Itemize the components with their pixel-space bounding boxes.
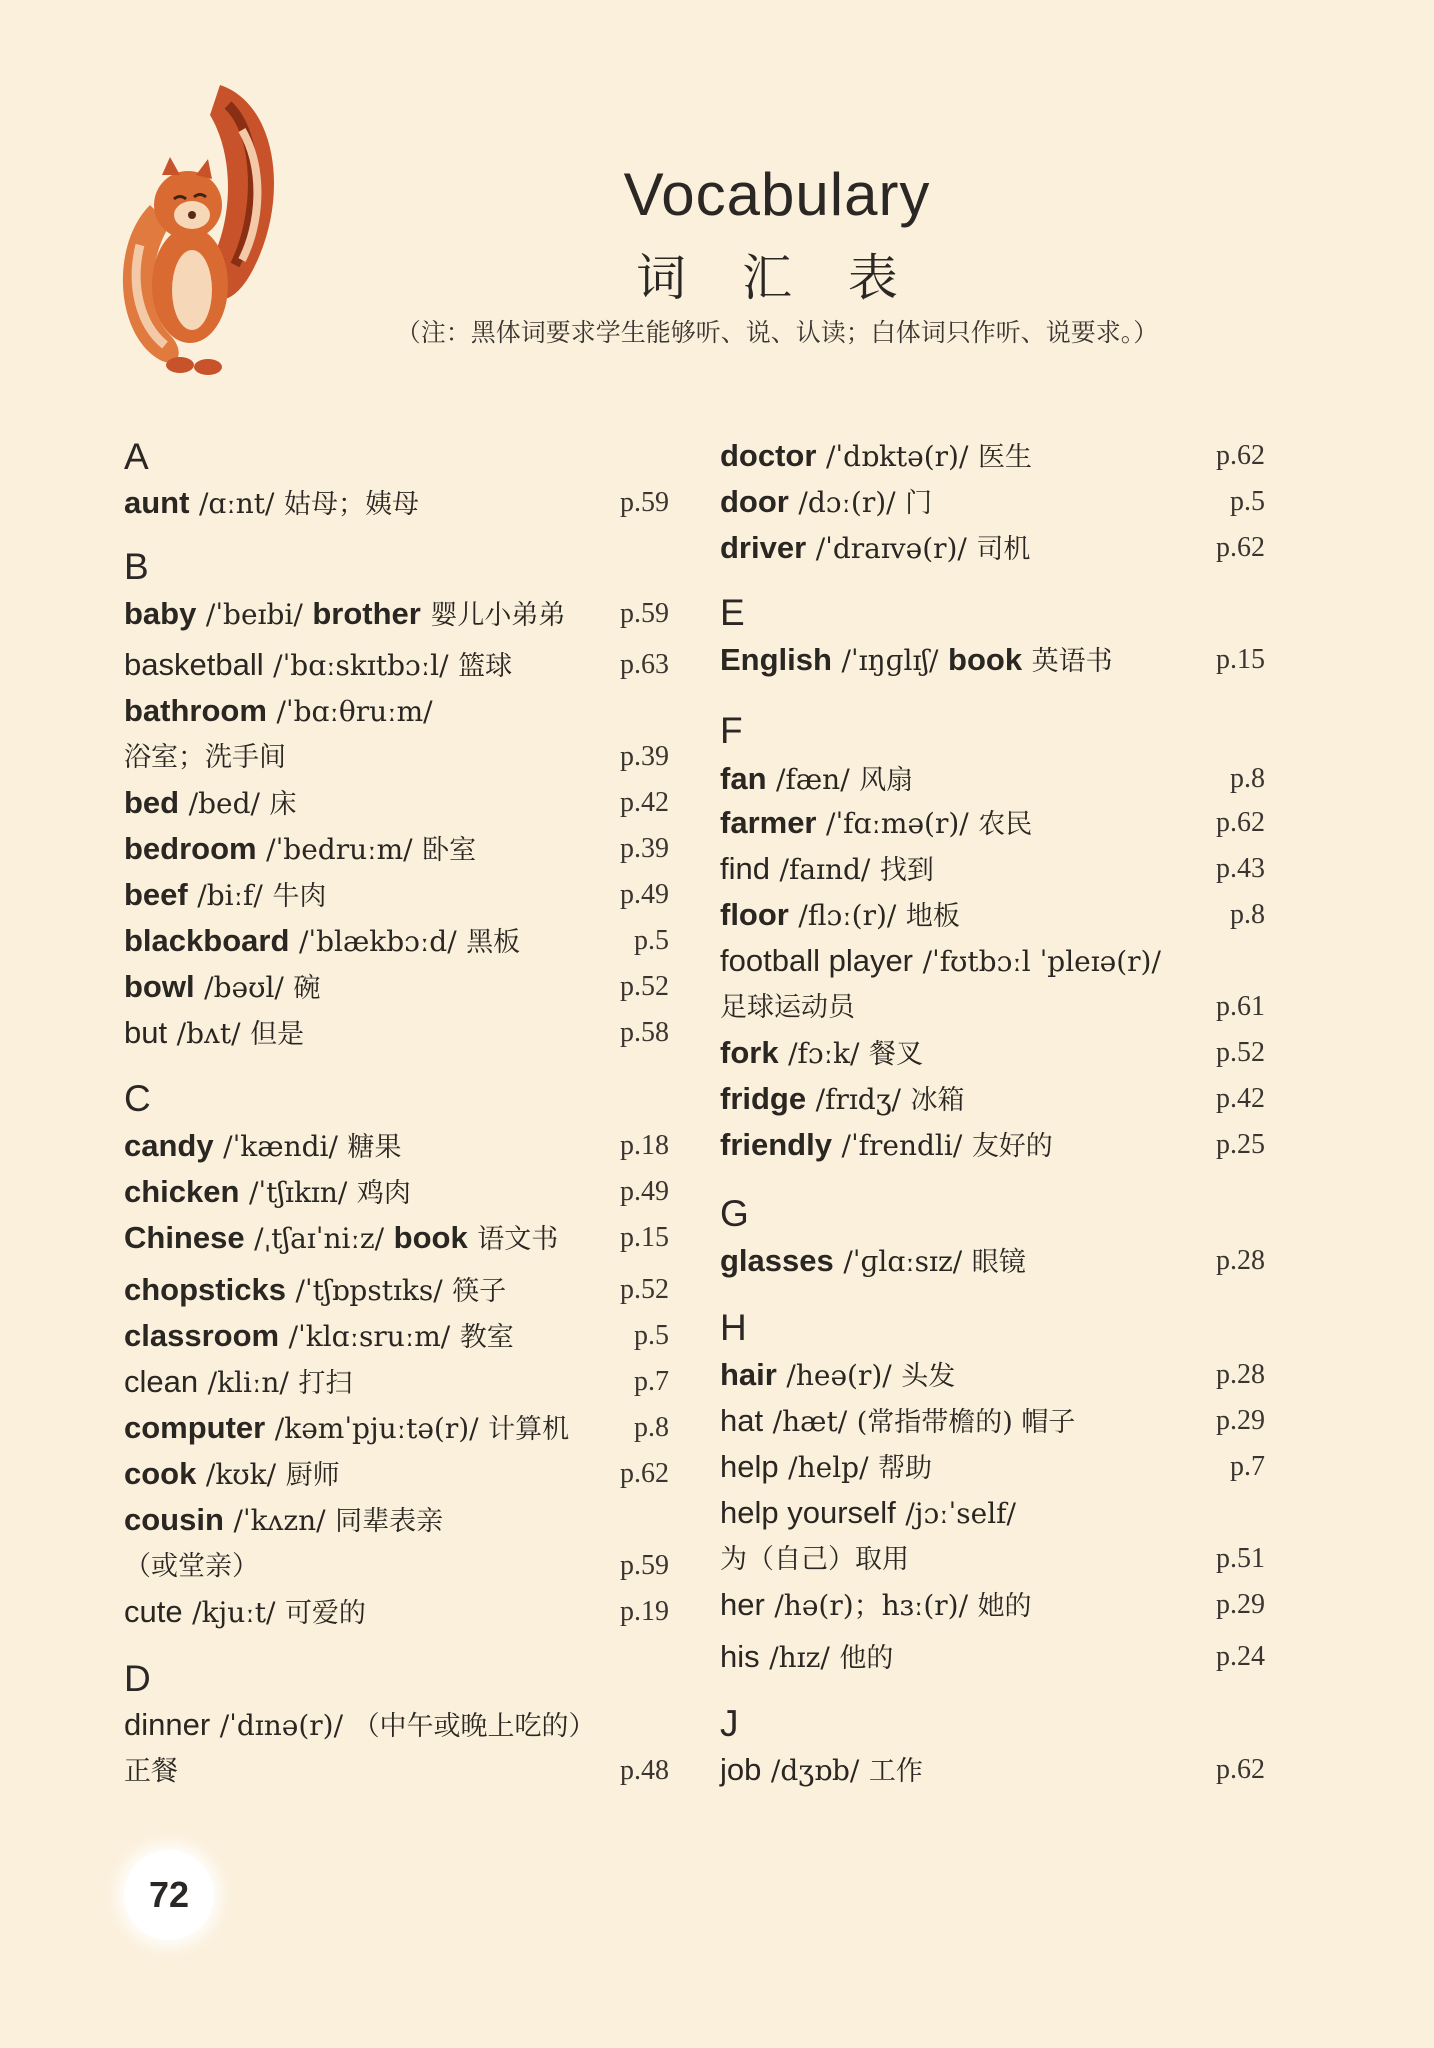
vocab-page: p.61: [1216, 991, 1265, 1022]
vocab-page: p.52: [620, 971, 669, 1002]
vocab-entry: [720, 941, 1265, 982]
section-letter: E: [720, 592, 745, 633]
vocab-phonetic: /frɪdʒ/: [815, 1083, 901, 1116]
vocab-entry: [124, 1362, 669, 1404]
vocab-meaning: 冰箱: [910, 1085, 965, 1116]
vocab-page: p.8: [1230, 763, 1265, 794]
page-title-chinese: 词 汇 表: [636, 249, 918, 307]
section-letter: A: [124, 436, 149, 477]
vocab-page: p.52: [620, 1274, 669, 1305]
vocab-page: p.51: [1216, 1543, 1265, 1574]
vocab-meaning: 计算机: [488, 1414, 570, 1445]
vocab-entry: [720, 895, 1265, 937]
vocab-meaning: 帮助: [878, 1453, 933, 1484]
vocab-word: doctor: [720, 438, 817, 473]
vocab-meaning: 打扫: [298, 1368, 353, 1399]
vocab-word: blackboard: [124, 923, 290, 958]
vocab-phonetic: /ˈtʃɪkɪn/: [249, 1176, 348, 1209]
vocab-phonetic: /ˈbedruːm/: [266, 833, 413, 866]
vocab-word: help yourself: [720, 1495, 896, 1530]
vocab-phonetic: /ˈdraɪvə(r)/: [815, 532, 967, 565]
vocab-phonetic: /ˈfʊtbɔːl ˈpleɪə(r)/: [922, 945, 1161, 978]
vocab-word: fridge: [720, 1081, 807, 1116]
vocab-word: farmer: [720, 805, 817, 840]
vocab-word: help: [720, 1449, 779, 1484]
vocab-entry: [124, 1316, 669, 1358]
vocab-entry: [720, 759, 1265, 801]
vocab-page: p.62: [1216, 1754, 1265, 1785]
vocab-phonetic: /heə(r)/: [786, 1359, 892, 1392]
vocab-entry: [720, 528, 1265, 570]
vocab-entry: [720, 803, 1265, 845]
vocab-meaning: 可爱的: [284, 1598, 366, 1629]
vocab-page: p.7: [1230, 1451, 1265, 1482]
vocab-page: p.28: [1216, 1245, 1265, 1276]
vocab-word: his: [720, 1639, 760, 1674]
vocab-meaning: 教室: [459, 1322, 514, 1353]
vocab-phonetic: /hɪz/: [769, 1641, 830, 1674]
vocab-entry: [124, 1705, 669, 1747]
page-note: （注：黑体词要求学生能够听、说、认读；白体词只作听、说要求。）: [395, 318, 1159, 347]
vocab-meaning-cont: 正餐: [124, 1756, 178, 1787]
vocab-word-2: book: [948, 642, 1023, 677]
vocab-phonetic: /ˈklɑːsruːm/: [288, 1320, 451, 1353]
vocab-meaning: 语文书: [477, 1224, 559, 1255]
vocab-word: Chinese: [124, 1220, 245, 1255]
vocab-entry: [124, 1500, 669, 1542]
vocab-page: p.29: [1216, 1405, 1265, 1436]
vocab-word: cook: [124, 1456, 197, 1491]
vocab-meaning: 英语书: [1031, 646, 1113, 677]
vocab-entry: [124, 1408, 669, 1450]
vocab-entry: [124, 967, 669, 1009]
vocab-entry: [720, 1355, 1265, 1397]
vocab-word: hair: [720, 1357, 777, 1392]
vocab-phonetic: /kjuːt/: [192, 1596, 276, 1629]
vocab-entry: [124, 691, 669, 732]
vocab-entry: [720, 1125, 1265, 1167]
vocab-page: p.42: [620, 787, 669, 818]
vocab-word: basketball: [124, 647, 264, 682]
vocab-page: p.15: [620, 1222, 669, 1253]
section-letter: J: [720, 1703, 739, 1744]
vocab-phonetic: /flɔː(r)/: [798, 899, 897, 932]
vocab-page: p.8: [634, 1412, 669, 1443]
vocab-meaning: 同辈表亲: [335, 1506, 444, 1537]
page-number: 72: [124, 1850, 214, 1940]
vocab-entry: [124, 645, 669, 687]
vocab-page: p.59: [620, 598, 669, 629]
vocab-word: chopsticks: [124, 1272, 286, 1307]
vocab-phonetic: /ˈbeɪbi/: [205, 598, 303, 631]
section-letter: D: [124, 1658, 151, 1699]
vocab-word: her: [720, 1587, 765, 1622]
vocab-phonetic: /kəmˈpjuːtə(r)/: [274, 1412, 479, 1445]
vocab-word: but: [124, 1015, 168, 1050]
vocab-entry: [124, 594, 669, 636]
vocab-entry: [124, 1454, 669, 1496]
vocab-entry: [124, 1218, 669, 1260]
vocab-entry: [720, 1401, 1265, 1443]
vocab-page: p.5: [1230, 486, 1265, 517]
vocab-entry: [720, 1033, 1265, 1075]
vocab-phonetic: /hə(r)；hɜː(r)/: [774, 1589, 969, 1622]
vocab-phonetic: /biːf/: [197, 879, 263, 912]
vocab-entry: [124, 1126, 669, 1168]
vocab-meaning: 足球运动员: [720, 992, 855, 1023]
vocab-page: p.42: [1216, 1083, 1265, 1114]
vocab-meaning: (常指带檐的) 帽子: [856, 1407, 1076, 1438]
vocab-meaning: 婴儿小弟弟: [430, 600, 566, 631]
vocab-word: door: [720, 484, 789, 519]
vocab-phonetic: /ɑːnt/: [198, 487, 275, 520]
vocab-word-2: book: [393, 1220, 468, 1255]
vocab-page: p.7: [634, 1366, 669, 1397]
vocab-phonetic: /kʊk/: [205, 1458, 277, 1491]
vocab-page: p.49: [620, 879, 669, 910]
vocab-phonetic: /ˈɪŋɡlɪʃ/: [841, 644, 939, 677]
vocab-page: p.39: [620, 833, 669, 864]
vocab-word: hat: [720, 1403, 764, 1438]
vocab-page: p.52: [1216, 1037, 1265, 1068]
vocab-page: p.25: [1216, 1129, 1265, 1160]
vocab-word: dinner: [124, 1707, 211, 1742]
vocab-page: p.29: [1216, 1589, 1265, 1620]
vocab-word: driver: [720, 530, 807, 565]
vocab-meaning: （中午或晚上吃的）: [352, 1711, 596, 1742]
vocab-meaning: 工作: [868, 1756, 923, 1787]
vocab-phonetic: /help/: [788, 1451, 869, 1484]
vocab-entry: [720, 1637, 1265, 1679]
vocab-word: clean: [124, 1364, 199, 1399]
vocab-word: computer: [124, 1410, 266, 1445]
vocab-page: p.62: [1216, 532, 1265, 563]
vocab-meaning: 鸡肉: [356, 1178, 411, 1209]
vocab-meaning: 她的: [977, 1591, 1032, 1622]
vocab-word: bed: [124, 785, 180, 820]
vocab-entry-cont: [720, 987, 1265, 1028]
vocab-meaning: 找到: [879, 855, 934, 886]
vocab-page: p.49: [620, 1176, 669, 1207]
vocab-phonetic: /ˈbɑːskɪtbɔːl/: [273, 649, 449, 682]
vocab-page: p.58: [620, 1017, 669, 1048]
vocab-meaning: 门: [905, 488, 933, 519]
vocab-meaning: 糖果: [347, 1132, 402, 1163]
vocab-word: bedroom: [124, 831, 257, 866]
vocab-phonetic: /fɔːk/: [788, 1037, 860, 1070]
vocab-word: baby: [124, 596, 197, 631]
vocab-phonetic: /ˌtʃaɪˈniːz/: [254, 1222, 385, 1255]
vocab-meaning: 农民: [978, 809, 1033, 840]
vocab-phonetic: /fæn/: [776, 763, 850, 796]
vocab-entry: [124, 1270, 669, 1312]
vocab-meaning: 黑板: [466, 927, 521, 958]
vocab-page: p.43: [1216, 853, 1265, 884]
vocab-phonetic: /dɔː(r)/: [798, 486, 896, 519]
vocab-phonetic: /ˈfɑːmə(r)/: [826, 807, 969, 840]
vocab-meaning: 姑母；姨母: [284, 489, 420, 520]
vocab-page: p.5: [634, 1320, 669, 1351]
vocab-meaning: 地板: [905, 901, 960, 932]
vocab-entry-cont: [720, 1539, 1265, 1580]
vocab-word: floor: [720, 897, 789, 932]
vocab-page: p.15: [1216, 644, 1265, 675]
vocab-entry: [720, 1079, 1265, 1121]
vocab-meaning: 牛肉: [272, 881, 327, 912]
vocab-page: p.62: [1216, 807, 1265, 838]
vocab-word: glasses: [720, 1243, 834, 1278]
vocab-meaning-cont: （或堂亲）: [124, 1551, 259, 1582]
vocab-word: cute: [124, 1594, 183, 1629]
vocab-entry: [720, 1585, 1265, 1627]
vocab-word: beef: [124, 877, 188, 912]
vocab-phonetic: /bed/: [188, 787, 260, 820]
vocab-meaning: 床: [269, 789, 297, 820]
vocab-phonetic: /bʌt/: [176, 1017, 241, 1050]
vocab-word: candy: [124, 1128, 214, 1163]
vocab-word: classroom: [124, 1318, 280, 1353]
vocab-meaning: 浴室；洗手间: [124, 742, 286, 773]
vocab-meaning: 他的: [839, 1643, 894, 1674]
section-letter: H: [720, 1307, 747, 1348]
vocab-entry: [124, 1013, 669, 1055]
vocab-phonetic: /ˈfrendli/: [841, 1129, 963, 1162]
vocab-entry: [124, 921, 669, 963]
vocab-word: fork: [720, 1035, 779, 1070]
vocab-entry-cont: [124, 737, 669, 778]
vocab-page: p.59: [620, 487, 669, 518]
vocab-entry-cont: [124, 1751, 669, 1792]
vocab-page: p.39: [620, 741, 669, 772]
vocab-word: bowl: [124, 969, 195, 1004]
vocab-phonetic: /ˈblækbɔːd/: [298, 925, 457, 958]
vocab-meaning: 厨师: [285, 1460, 340, 1491]
vocab-phonetic: /bəʊl/: [204, 971, 284, 1004]
vocab-meaning: 碗: [293, 973, 321, 1004]
vocab-meaning: 眼镜: [971, 1247, 1026, 1278]
vocab-page: p.63: [620, 649, 669, 680]
vocab-phonetic: /ˈkændi/: [223, 1130, 338, 1163]
vocab-phonetic: /jɔːˈself/: [905, 1497, 1016, 1530]
vocab-meaning: 餐叉: [868, 1039, 923, 1070]
vocab-entry: [720, 436, 1265, 478]
vocab-page: p.18: [620, 1130, 669, 1161]
vocab-meaning: 头发: [901, 1361, 956, 1392]
vocab-entry-cont: [124, 1546, 669, 1587]
vocab-meaning: 卧室: [422, 835, 477, 866]
vocab-page: p.8: [1230, 899, 1265, 930]
vocab-phonetic: /ˈɡlɑːsɪz/: [843, 1245, 963, 1278]
vocab-phonetic: /ˈbɑːθruːm/: [276, 695, 433, 728]
vocab-word: cousin: [124, 1502, 224, 1537]
vocab-page: p.48: [620, 1755, 669, 1786]
vocab-entry: [124, 783, 669, 825]
vocab-phonetic: /kliːn/: [207, 1366, 289, 1399]
vocab-meaning: 为（自己）取用: [720, 1544, 909, 1575]
page-title: Vocabulary: [623, 161, 931, 228]
vocab-entry: [720, 640, 1265, 682]
vocab-entry: [720, 849, 1265, 891]
vocab-phonetic: /dʒɒb/: [770, 1754, 860, 1787]
vocab-entry: [124, 875, 669, 917]
vocab-entry: [124, 1592, 669, 1634]
vocab-phonetic: /faɪnd/: [779, 853, 871, 886]
vocab-phonetic: /ˈtʃɒpstɪks/: [295, 1274, 443, 1307]
vocab-meaning: 筷子: [452, 1276, 507, 1307]
vocab-word: friendly: [720, 1127, 832, 1162]
vocab-page: p.19: [620, 1596, 669, 1627]
vocab-word: bathroom: [124, 693, 267, 728]
vocab-meaning: 医生: [977, 442, 1032, 473]
vocab-meaning: 但是: [250, 1019, 305, 1050]
vocab-entry: [720, 1493, 1265, 1534]
vocab-word: English: [720, 642, 832, 677]
section-letter: G: [720, 1193, 749, 1234]
vocab-entry: [124, 1172, 669, 1214]
vocab-meaning: 篮球: [458, 651, 513, 682]
vocab-meaning: 风扇: [859, 765, 914, 796]
vocab-page: p.24: [1216, 1641, 1265, 1672]
section-letter: B: [124, 546, 149, 587]
vocab-page: p.5: [634, 925, 669, 956]
vocab-page: p.28: [1216, 1359, 1265, 1390]
vocab-meaning: 司机: [976, 534, 1031, 565]
vocab-word: job: [720, 1752, 762, 1787]
vocab-phonetic: /ˈdɪnə(r)/: [219, 1709, 344, 1742]
vocab-word: find: [720, 851, 770, 886]
vocab-word: football player: [720, 943, 914, 978]
vocab-entry: [720, 1447, 1265, 1489]
vocab-word: aunt: [124, 485, 190, 520]
vocab-page: p.62: [1216, 440, 1265, 471]
vocab-entry: [124, 829, 669, 871]
vocab-word: chicken: [124, 1174, 240, 1209]
vocab-page: p.62: [620, 1458, 669, 1489]
vocab-word: fan: [720, 761, 767, 796]
section-letter: F: [720, 710, 743, 751]
vocab-phonetic: /hæt/: [772, 1405, 848, 1438]
vocab-word-2: brother: [312, 596, 421, 631]
vocab-entry: [720, 1750, 1265, 1792]
section-letter: C: [124, 1078, 151, 1119]
vocab-entry: [720, 1241, 1265, 1283]
vocab-meaning: 友好的: [971, 1131, 1053, 1162]
vocab-entry: [720, 482, 1265, 524]
vocab-phonetic: /ˈdɒktə(r)/: [825, 440, 969, 473]
vocab-phonetic: /ˈkʌzn/: [233, 1504, 326, 1537]
vocab-page: p.59: [620, 1550, 669, 1581]
vocab-entry: [124, 483, 669, 525]
